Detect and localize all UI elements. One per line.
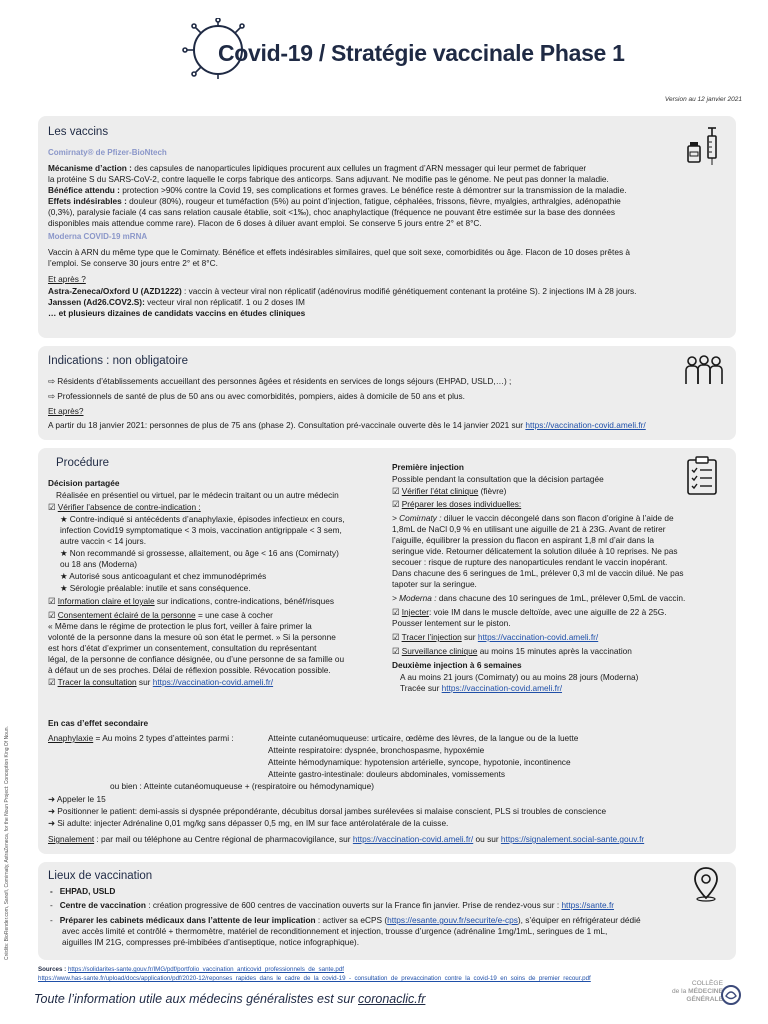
- consent-quote-2: volonté de la personne dans la mesure où son état le permet. » Si la personne: [48, 632, 336, 642]
- tracer-consultation: ☑ Tracer la consultation sur https://vaccination-covid.ameli.fr/: [48, 677, 274, 687]
- indication-item-1: ⇨ Résidents d’établissements accueillant des personnes âgées et résidents en services de longs séjours (EHPAD, USLD,…) ;: [48, 376, 512, 386]
- verifier-ci: ☑ Vérifier l’absence de contre-indication :: [48, 502, 201, 512]
- star-icon: ★: [60, 548, 70, 558]
- pfizer-title: Comirnaty® de Pfizer-BioNtech: [48, 148, 167, 157]
- effet-secondaire-title: En cas d’effet secondaire: [48, 718, 149, 728]
- procedure-section: [38, 448, 736, 854]
- action-item-2: ➜ Positionner le patient: demi-assis si dyspnée prépondérante, décubitus dorsal jambes surélevées si malaise conscient, PLS si troubles de conscience: [48, 806, 607, 816]
- checkbox-icon: ☑: [392, 607, 402, 617]
- action-item-3: ➜ Si adulte: injecter Adrénaline 0,01 mg/kg sans dépasser 0,5 mg, en IM sur face antérolatérale de la cuisse.: [48, 818, 449, 828]
- ci-item-3: ★ Autorisé sous anticoagulant et chez immunodéprimés: [60, 571, 267, 581]
- comirnaty-prep-7: tapoter sur la seringue.: [392, 579, 477, 589]
- comirnaty-prep-3: l’aiguille, équilibrer la pression du flacon en aspirant 1,8 ml d’air dans la: [392, 535, 654, 545]
- consent-quote-4: légal, de la personne de confiance désignée, ou d’une personne de sa famille ou: [48, 654, 345, 664]
- decision-title: Décision partagée: [48, 478, 120, 488]
- deuxieme-line-2: Tracée sur https://vaccination-covid.ameli.fr/: [400, 683, 563, 693]
- ci-item-4: ★ Sérologie préalable: inutile et sans conséquence.: [60, 583, 251, 593]
- preparer-doses: ☑ Préparer les doses individuelles:: [392, 499, 522, 509]
- decision-text: Réalisée en présentiel ou virtuel, par le médecin traitant ou un autre médecin: [56, 490, 339, 500]
- ameli-link[interactable]: https://vaccination-covid.ameli.fr/: [152, 677, 274, 687]
- ci-item-2: ★ Non recommandé si grossesse, allaitement, ou âge < 16 ans (Comirnaty): [60, 548, 339, 558]
- ameli-link[interactable]: https://vaccination-covid.ameli.fr/: [477, 632, 599, 642]
- lieu-item-3: - Préparer les cabinets médicaux dans l’attente de leur implication : activer sa eCPS (https://esante.gouv.fr/securite/e-cps), s’équiper en réfrigérateur dédié: [50, 915, 641, 925]
- anaph-item-4: Atteinte gastro-intestinale: douleurs abdominales, vomissements: [268, 769, 506, 779]
- arrow-right-icon: ➜: [48, 806, 58, 816]
- arrow-right-icon: ➜: [48, 818, 58, 828]
- ameli-link[interactable]: https://vaccination-covid.ameli.fr/: [525, 420, 646, 430]
- college-logo-icon: [720, 984, 742, 1006]
- college-logo: COLLÈGE de la MÉDECINE GÉNÉRALE: [672, 980, 723, 1003]
- injecter-line: ☑ Injecter: voie IM dans le muscle deltoïde, avec une aiguille de 22 à 25G.: [392, 607, 667, 617]
- ecps-link[interactable]: https://esante.gouv.fr/securite/e-cps: [387, 915, 518, 925]
- footer-text: Toute l’information utile aux médecins généralistes est sur coronaclic.fr: [34, 992, 426, 1006]
- premiere-text: Possible pendant la consultation que la décision partagée: [392, 474, 604, 484]
- lieu-item-1: - EHPAD, USLD: [50, 886, 116, 896]
- checkbox-icon: ☑: [392, 486, 402, 496]
- vaccins-section: [38, 116, 736, 338]
- comirnaty-prep-6: Dans chacune des 6 seringues de 1mL, prélever 0,3 ml de vaccin dilué. Ne pas: [392, 568, 684, 578]
- lieu-item-3-line-3: aiguilles IM 21G, compresses pré-imbibées d’antiseptique, notice infographique).: [62, 937, 360, 947]
- anaph-item-2: Atteinte respiratoire: dyspnée, bronchospasme, hypoxémie: [268, 745, 485, 755]
- janssen-line: Janssen (Ad26.COV2.S): vecteur viral non réplicatif. 1 ou 2 doses IM: [48, 297, 305, 307]
- checklist-icon: [686, 456, 718, 496]
- checkbox-icon: ☑: [48, 677, 58, 687]
- lieux-section: [38, 862, 736, 960]
- information-line: ☑ Information claire et loyale sur indications, contre-indications, bénéf/risques: [48, 596, 335, 606]
- sources-line-2: [38, 975, 591, 983]
- arrow-right-icon: ⇨: [48, 376, 58, 386]
- ci-item-1-cont: infection Covid19 symptomatique < 3 mois, vaccination antigrippale < 3 sem,: [60, 525, 342, 535]
- comirnaty-prep-5: secouer : risque de rupture des nanoparticules rendant le vaccin inopérant.: [392, 557, 668, 567]
- vaccins-heading: Les vaccins: [48, 126, 109, 138]
- consent-quote-5: à défaut un de ses proches. Délai de réflexion possible. Révocation possible.: [48, 665, 331, 675]
- comirnaty-prep-1: > Comirnaty : diluer le vaccin décongelé dans son flacon d’origine à l’aide de: [392, 513, 674, 523]
- benefice-line: Bénéfice attendu : protection >90% contre la Covid 19, ses complications et formes graves. Le bénéfice reste à démontrer sur la transmission de la maladie.: [48, 185, 627, 195]
- lieu-item-3-line-2: avec accès limité et contrôlé + thermomètre, matériel de reconditionnement et injection, trousse d’urgence (adrénaline 1mg/1mL, seringues de 1 mL,: [62, 926, 608, 936]
- lieu-item-2: - Centre de vaccination : création progressive de 600 centres de vaccination ouverts sur la France fin janvier. Prise de rendez-vous sur : https://sante.fr: [50, 900, 615, 910]
- checkbox-icon: ☑: [392, 499, 402, 509]
- action-item-1: ➜ Appeler le 15: [48, 794, 106, 804]
- location-pin-icon: [692, 866, 720, 902]
- people-icon: [684, 354, 724, 388]
- moderna-line-2: l’emploi. Se conserve 30 jours entre 2° et 8°C.: [48, 258, 218, 268]
- anaph-item-5: ou bien : Atteinte cutanéomuqueuse + (respiratoire ou hémodynamique): [110, 781, 375, 791]
- surveillance-line: ☑ Surveillance clinique au moins 15 minutes après la vaccination: [392, 646, 632, 656]
- indications-apres-line: A partir du 18 janvier 2021: personnes de plus de 75 ans (phase 2). Consultation pré-vaccinale ouverte dès le 14 janvier 2021 sur https://vaccination-covid.ameli.fr/: [48, 420, 646, 430]
- mecanisme-line-2: la protéine S du SARS-CoV-2, contre laquelle le corps fabrique des anticorps. Sans adjuvant. Ne modifie pas le génome. Ne peut pas donner la maladie.: [48, 174, 609, 184]
- ci-item-1-end: autre vaccin < 14 jours.: [60, 536, 147, 546]
- indications-heading: Indications : non obligatoire: [48, 355, 189, 367]
- tracer-injection: ☑ Tracer l’injection sur https://vaccination-covid.ameli.fr/: [392, 632, 599, 642]
- autres-vaccins: … et plusieurs dizaines de candidats vaccins en études cliniques: [48, 308, 306, 318]
- consentement-line: ☑ Consentement éclairé de la personne = une case à cocher: [48, 610, 273, 620]
- comirnaty-prep-2: 1,8mL de NaCl 0,9 % en utilisant une aiguille de 21 à 23G. Avant de retirer: [392, 524, 666, 534]
- lieux-heading: Lieux de vaccination: [48, 870, 153, 882]
- star-icon: ★: [60, 571, 70, 581]
- page-title: Covid-19 / Stratégie vaccinale Phase 1: [218, 40, 625, 66]
- ameli-link[interactable]: https://vaccination-covid.ameli.fr/: [441, 683, 563, 693]
- moderna-title: Moderna COVID-19 mRNA: [48, 232, 148, 241]
- effets-line-2: (0,3%), paralysie faciale (4 cas sans relation causale établie, soit <1‰), choc anaphylactique (fréquence ne pouvant être estimée sur la base des données: [48, 207, 616, 217]
- mecanisme-line-1: Mécanisme d’action : des capsules de nanoparticules lipidiques procurent aux cellules un fragment d’ARN messager qui leur permet de fabriquer: [48, 163, 587, 173]
- arrow-right-icon: ➜: [48, 794, 57, 804]
- deuxieme-line-1: A au moins 21 jours (Comirnaty) ou au moins 28 jours (Moderna): [400, 672, 639, 682]
- premiere-title: Première injection: [392, 462, 464, 472]
- comirnaty-prep-4: seringue vide. Retourner délicatement la solution diluée à 10 reprises. Ne pas: [392, 546, 678, 556]
- star-icon: ★: [60, 514, 70, 524]
- ci-item-1: ★ Contre-indiqué si antécédents d’anaphylaxie, épisodes infectieux en cours,: [60, 514, 345, 524]
- indications-et-apres: Et après?: [48, 406, 84, 416]
- source-link-1[interactable]: https://solidarites-sante.gouv.fr/IMG/pdf/portfolio_vaccination_anticovid_professionnels_de_sante.pdf: [67, 966, 345, 973]
- version-date: Version au 12 janvier 2021: [664, 96, 742, 103]
- signalement-line: Signalement : par mail ou téléphone au Centre régional de pharmacovigilance, sur https://vaccination-covid.ameli.fr/ ou sur https://signalement.social-sante.gouv.fr: [48, 834, 645, 844]
- procedure-heading: Procédure: [56, 457, 110, 469]
- star-icon: ★: [60, 583, 70, 593]
- checkbox-icon: ☑: [48, 502, 58, 512]
- et-apres-label: Et après ?: [48, 274, 86, 284]
- signalement-link[interactable]: https://signalement.social-sante.gouv.fr: [500, 834, 645, 844]
- consent-quote-3: est hors d’état d’exprimer un consentement, consultation du représentant: [48, 643, 317, 653]
- effets-line-3: disponibles mais attendue comme rare). Flacon de 6 doses à diluer avant emploi. Se conserve 5 jours entre 2° et 8°C.: [48, 218, 482, 228]
- deuxieme-title: Deuxième injection à 6 semaines: [392, 660, 522, 670]
- checkbox-icon: ☑: [48, 596, 58, 606]
- source-link-2[interactable]: https://www.has-sante.fr/upload/docs/application/pdf/2020-12/reponses_rapides_dans_le_cadre_de_la_covid-19_-_consultation_de_prevaccination_contre_la_covid-19_en_soins_de_premier_recour.pdf: [38, 975, 591, 982]
- verifier-etat: ☑ Vérifier l’état clinique (fièvre): [392, 486, 507, 496]
- arrow-right-icon: ⇨: [48, 391, 58, 401]
- checkbox-icon: ☑: [392, 646, 402, 656]
- checkbox-icon: ☑: [48, 610, 58, 620]
- anaphylaxie-intro: Anaphylaxie = Au moins 2 types d’atteintes parmi :: [48, 733, 234, 743]
- sante-link[interactable]: https://sante.fr: [561, 900, 615, 910]
- coronaclic-link[interactable]: coronaclic.fr: [358, 992, 426, 1006]
- anaph-item-1: Atteinte cutanéomuqueuse: urticaire, œdème des lèvres, de la langue ou de la luette: [268, 733, 579, 743]
- moderna-line-1: Vaccin à ARN du même type que le Comirnaty. Bénéfice et effets indésirables similaires, quel que soit sexe, comorbidités ou âge. Flacon de 10 doses prêtes à: [48, 247, 631, 257]
- consent-quote-1: « Même dans le régime de protection le plus fort, veiller à faire primer la: [48, 621, 312, 631]
- anaph-item-3: Atteinte hémodynamique: hypotension artérielle, syncope, hypotonie, incontinence: [268, 757, 571, 767]
- effets-line-1: Effets indésirables : douleur (80%), rougeur et tuméfaction (5%) au point d’injection, fatigue, céphalées, frissons, fièvre, myalgies, arthralgies, adénopathie: [48, 196, 621, 206]
- vaccine-icon: [684, 124, 726, 166]
- ameli-link[interactable]: https://vaccination-covid.ameli.fr/: [352, 834, 474, 844]
- side-credit: Crédits: BioRender.com, Sanofi, Comirnaty, AstraZeneca, for the Noun Project: Conception King Of Noun.: [4, 726, 10, 960]
- checkbox-icon: ☑: [392, 632, 402, 642]
- ci-item-2-cont: ou 18 ans (Moderna): [60, 559, 138, 569]
- moderna-prep: > Moderna : dans chacune des 10 seringues de 1mL, prélever 0,5mL de vaccin.: [392, 593, 686, 603]
- astra-line: Astra-Zeneca/Oxford U (AZD1222) : vaccin à vecteur viral non réplicatif (adénovirus modifié génétiquement contenant la protéine S). 2 injections IM à 28 jours.: [48, 286, 637, 296]
- injecter-line-2: Pousser lentement sur le piston.: [392, 618, 511, 628]
- sources-line-1: Sources : https://solidarites-sante.gouv.fr/IMG/pdf/portfolio_vaccination_anticovid_professionnels_de_sante.pdf: [38, 966, 345, 973]
- indication-item-2: ⇨ Professionnels de santé de plus de 50 ans ou avec comorbidités, pompiers, aides à domicile de 50 ans et plus.: [48, 391, 465, 401]
- indications-section: [38, 346, 736, 440]
